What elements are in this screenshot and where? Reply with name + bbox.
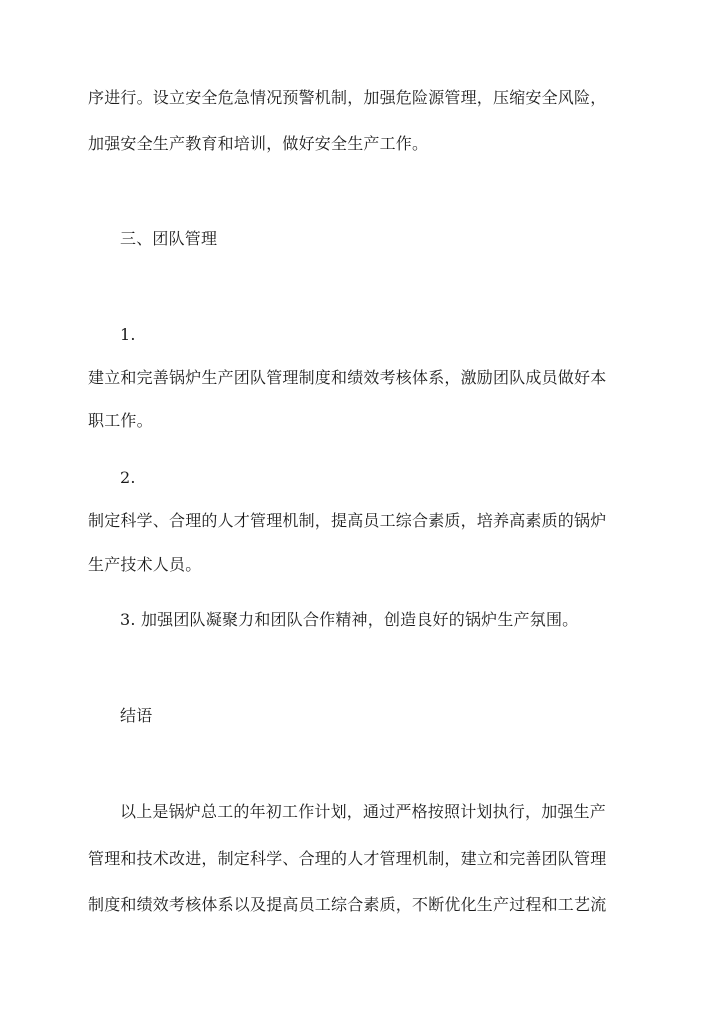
- intro-paragraph-line-1: 序进行。设立安全危急情况预警机制，加强危险源管理，压缩安全风险，: [88, 88, 607, 107]
- list-item-2-line-2: 生产技术人员。: [88, 555, 202, 574]
- list-item-1-line-2: 职工作。: [88, 411, 153, 430]
- list-item-2-number: 2.: [120, 468, 136, 487]
- list-item-1-line-1: 建立和完善锅炉生产团队管理制度和绩效考核体系，激励团队成员做好本: [88, 368, 607, 387]
- section-heading-conclusion: 结语: [120, 706, 153, 725]
- conclusion-paragraph-line-2: 管理和技术改进，制定科学、合理的人才管理机制，建立和完善团队管理: [88, 849, 607, 868]
- list-item-2-line-1: 制定科学、合理的人才管理机制，提高员工综合素质，培养高素质的锅炉: [88, 511, 607, 530]
- list-item-1-number: 1.: [120, 325, 136, 344]
- conclusion-paragraph-line-1: 以上是锅炉总工的年初工作计划，通过严格按照计划执行，加强生产: [120, 802, 607, 821]
- intro-paragraph-line-2: 加强安全生产教育和培训，做好安全生产工作。: [88, 134, 429, 153]
- list-item-3: 3. 加强团队凝聚力和团队合作精神，创造良好的锅炉生产氛围。: [120, 610, 579, 629]
- conclusion-paragraph-line-3: 制度和绩效考核体系以及提高员工综合素质，不断优化生产过程和工艺流: [88, 895, 607, 914]
- section-heading-team-management: 三、团队管理: [120, 229, 218, 248]
